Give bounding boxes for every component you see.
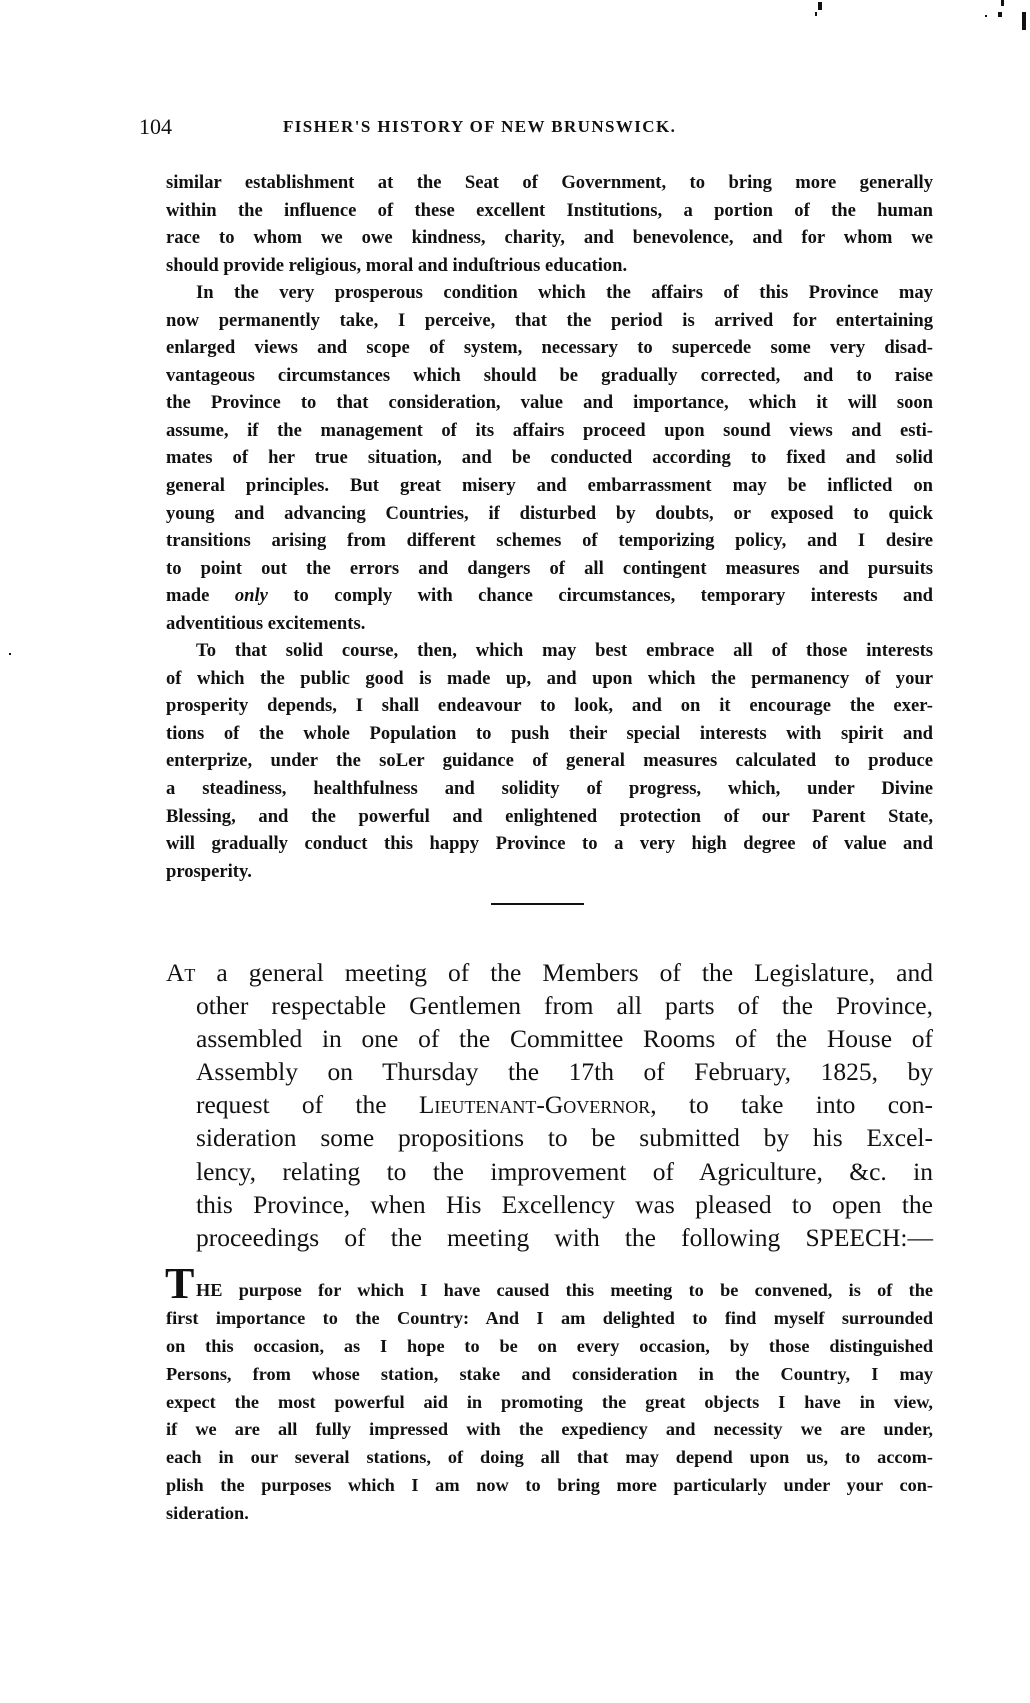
text-line: each in our several stations, of doing all that may depend upon us, to accom- — [166, 1447, 933, 1468]
text-line: enterprize, under the soLer guidance of general measures calculated to produce — [166, 750, 933, 772]
small-caps-text: At — [166, 958, 196, 987]
text-line — [166, 582, 933, 610]
scan-speck — [815, 12, 817, 16]
text-line: HE purpose for which I have caused this meeting to be convened, is of the — [196, 1280, 933, 1300]
text-line: plish the purposes which I am now to bring more particularly under your con- — [166, 1475, 933, 1496]
page-number: 104 — [139, 114, 172, 139]
text-line: this Province, when His Excellency was pleased to open the — [196, 1189, 933, 1219]
text-line: now permanently take, I perceive, that the period is arrived for entertaining — [166, 309, 933, 331]
text-line: young and advancing Countries, if disturbed by doubts, or exposed to quick — [166, 502, 933, 524]
text-line: Persons, from whose station, stake and consideration in the Country, I may — [166, 1363, 933, 1384]
text-line: prosperity depends, I shall endeavour to look, and on it encourage the exer- — [166, 695, 933, 717]
small-caps-text: Lieutenant-Governor — [418, 1090, 651, 1120]
text-line: vantageous circumstances which should be gradually corrected, and to raise — [166, 364, 933, 386]
text-line: Blessing, and the powerful and enlightened protection of our Parent State, — [166, 805, 933, 827]
text-line: sideration. — [166, 1503, 249, 1524]
text-segment: request of the — [196, 1090, 419, 1120]
scan-speck — [985, 15, 987, 17]
meeting-paragraph — [166, 956, 933, 1254]
text-line: the Province to that consideration, value and importance, which it will soon — [166, 392, 933, 414]
text-line: transitions arising from different schemes of temporizing policy, and I desire — [166, 530, 933, 552]
section-divider — [491, 903, 584, 905]
scan-speck — [9, 653, 11, 655]
text-line: race to whom we owe kindness, charity, and benevolence, and for whom we — [166, 227, 933, 249]
text-line: if we are all fully impressed with the expediency and necessity we are under, — [166, 1419, 933, 1440]
text-line — [166, 1088, 933, 1121]
scan-speck — [1001, 0, 1004, 6]
text-line: a steadiness, healthfulness and solidity of progress, which, under Divine — [166, 778, 933, 800]
text-line: other respectable Gentlemen from all parts of the Province, — [196, 991, 933, 1021]
text-line: of which the public good is made up, and upon which the permanency of your — [166, 667, 933, 689]
text-segment: to comply with chance circumstances, temporary interests and — [267, 585, 933, 607]
text-line: should provide religious, moral and induſtrious education. — [166, 254, 628, 276]
text-line: will gradually conduct this happy Province to a very high degree of value and — [166, 833, 933, 855]
text-line: enlarged views and scope of system, necessary to supercede some very disad- — [166, 337, 933, 359]
text-line: on this occasion, as I hope to be on every occasion, by those distinguished — [166, 1335, 933, 1356]
text-line: general principles. But great misery and embarrassment may be inflicted on — [166, 475, 933, 497]
text-segment: a general meeting of the Members of the Legislature, and — [195, 958, 933, 987]
scan-speck — [818, 2, 822, 10]
italic-word: only — [234, 585, 268, 607]
scan-speck — [998, 12, 1002, 17]
speech-paragraph — [166, 1277, 933, 1528]
text-line: expect the most powerful aid in promoting the great objects I have in view, — [166, 1391, 933, 1412]
scan-speck — [1022, 12, 1026, 30]
text-segment: made — [166, 585, 235, 607]
text-line — [166, 956, 933, 989]
text-line: similar establishment at the Seat of Government, to bring more generally — [166, 172, 933, 193]
text-line: first importance to the Country: And I am delighted to find myself surrounded — [166, 1307, 933, 1328]
text-line: sideration some propositions to be submitted by his Excel- — [196, 1123, 933, 1153]
text-line: Assembly on Thursday the 17th of February, 1825, by — [196, 1057, 933, 1087]
text-line: In the very prosperous condition which the affairs of this Province may — [196, 282, 933, 304]
text-line: within the influence of these excellent Institutions, a portion of the human — [166, 199, 933, 221]
text-line: mates of her true situation, and be conducted according to fixed and solid — [166, 447, 933, 469]
text-line: to point out the errors and dangers of all contingent measures and pursuits — [166, 557, 933, 579]
text-line: tions of the whole Population to push their special interests with spirit and — [166, 722, 933, 744]
running-title: FISHER'S HISTORY OF NEW BRUNSWICK. — [283, 117, 677, 136]
text-line: assume, if the management of its affairs proceed upon sound views and esti- — [166, 419, 933, 441]
body-text — [166, 169, 933, 885]
drop-cap: T — [165, 1259, 195, 1308]
text-line: lency, relating to the improvement of Agriculture, &c. in — [196, 1156, 933, 1186]
text-line: prosperity. — [166, 860, 252, 882]
text-line: proceedings of the meeting with the following SPEECH:— — [196, 1222, 933, 1252]
text-line: adventitious excitements. — [166, 612, 366, 634]
text-segment: , to take into con- — [650, 1090, 934, 1120]
text-line: assembled in one of the Committee Rooms of the House of — [196, 1024, 933, 1054]
text-line: To that solid course, then, which may best embrace all of those interests — [196, 640, 933, 662]
